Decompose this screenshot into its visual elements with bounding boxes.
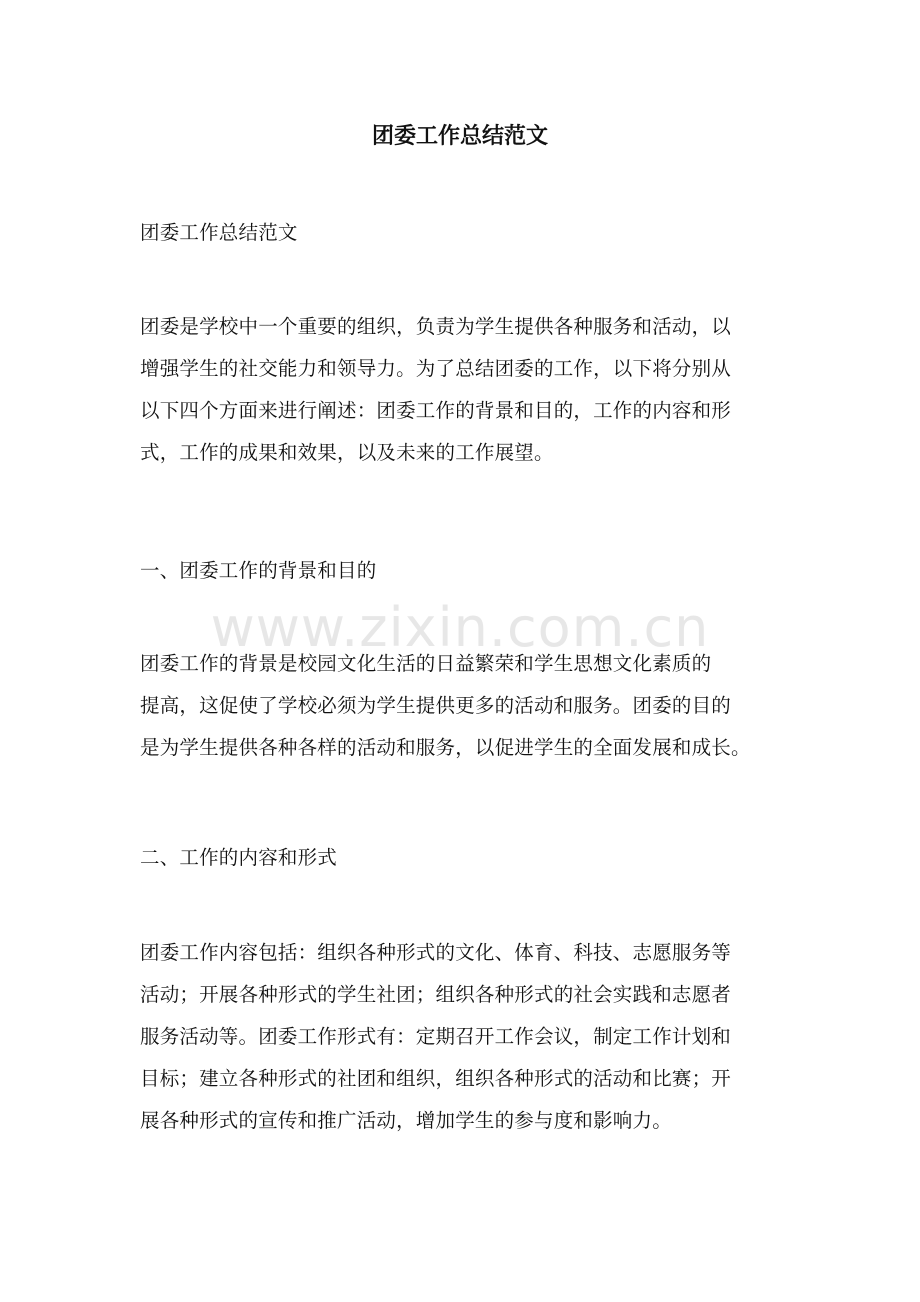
section1-paragraph (140, 643, 790, 769)
section1-line: 是为学生提供各种各样的活动和服务，以促进学生的全面发展和成长。 (140, 736, 751, 759)
section1-heading: 一、团委工作的背景和目的 (140, 559, 377, 582)
intro-line: 团委是学校中一个重要的组织，负责为学生提供各种服务和活动，以 (140, 315, 732, 338)
section2-line: 活动；开展各种形式的学生社团；组织各种形式的社会实践和志愿者 (140, 983, 732, 1006)
section2-paragraph (140, 932, 790, 1142)
section2-line: 展各种形式的宣传和推广活动，增加学生的参与度和影响力。 (140, 1109, 672, 1132)
intro-paragraph (140, 306, 790, 474)
document-title: 团委工作总结范文 (371, 123, 548, 149)
watermark: www.zixin.com.cn (210, 596, 710, 659)
section2-heading: 二、工作的内容和形式 (140, 846, 338, 869)
intro-line: 式，工作的成果和效果，以及未来的工作展望。 (140, 441, 554, 464)
section1-line: 提高，这促使了学校必须为学生提供更多的活动和服务。团委的目的 (140, 694, 732, 717)
intro-line: 增强学生的社交能力和领导力。为了总结团委的工作，以下将分别从 (140, 357, 732, 380)
section2-line: 目标；建立各种形式的社团和组织，组织各种形式的活动和比赛；开 (140, 1067, 732, 1090)
intro-line: 以下四个方面来进行阐述：团委工作的背景和目的，工作的内容和形 (140, 399, 732, 422)
section2-line: 服务活动等。团委工作形式有：定期召开工作会议，制定工作计划和 (140, 1025, 732, 1048)
document-subtitle: 团委工作总结范文 (140, 221, 298, 244)
section2-line: 团委工作内容包括：组织各种形式的文化、体育、科技、志愿服务等 (140, 941, 732, 964)
section1-line: 团委工作的背景是校园文化生活的日益繁荣和学生思想文化素质的 (140, 652, 712, 675)
